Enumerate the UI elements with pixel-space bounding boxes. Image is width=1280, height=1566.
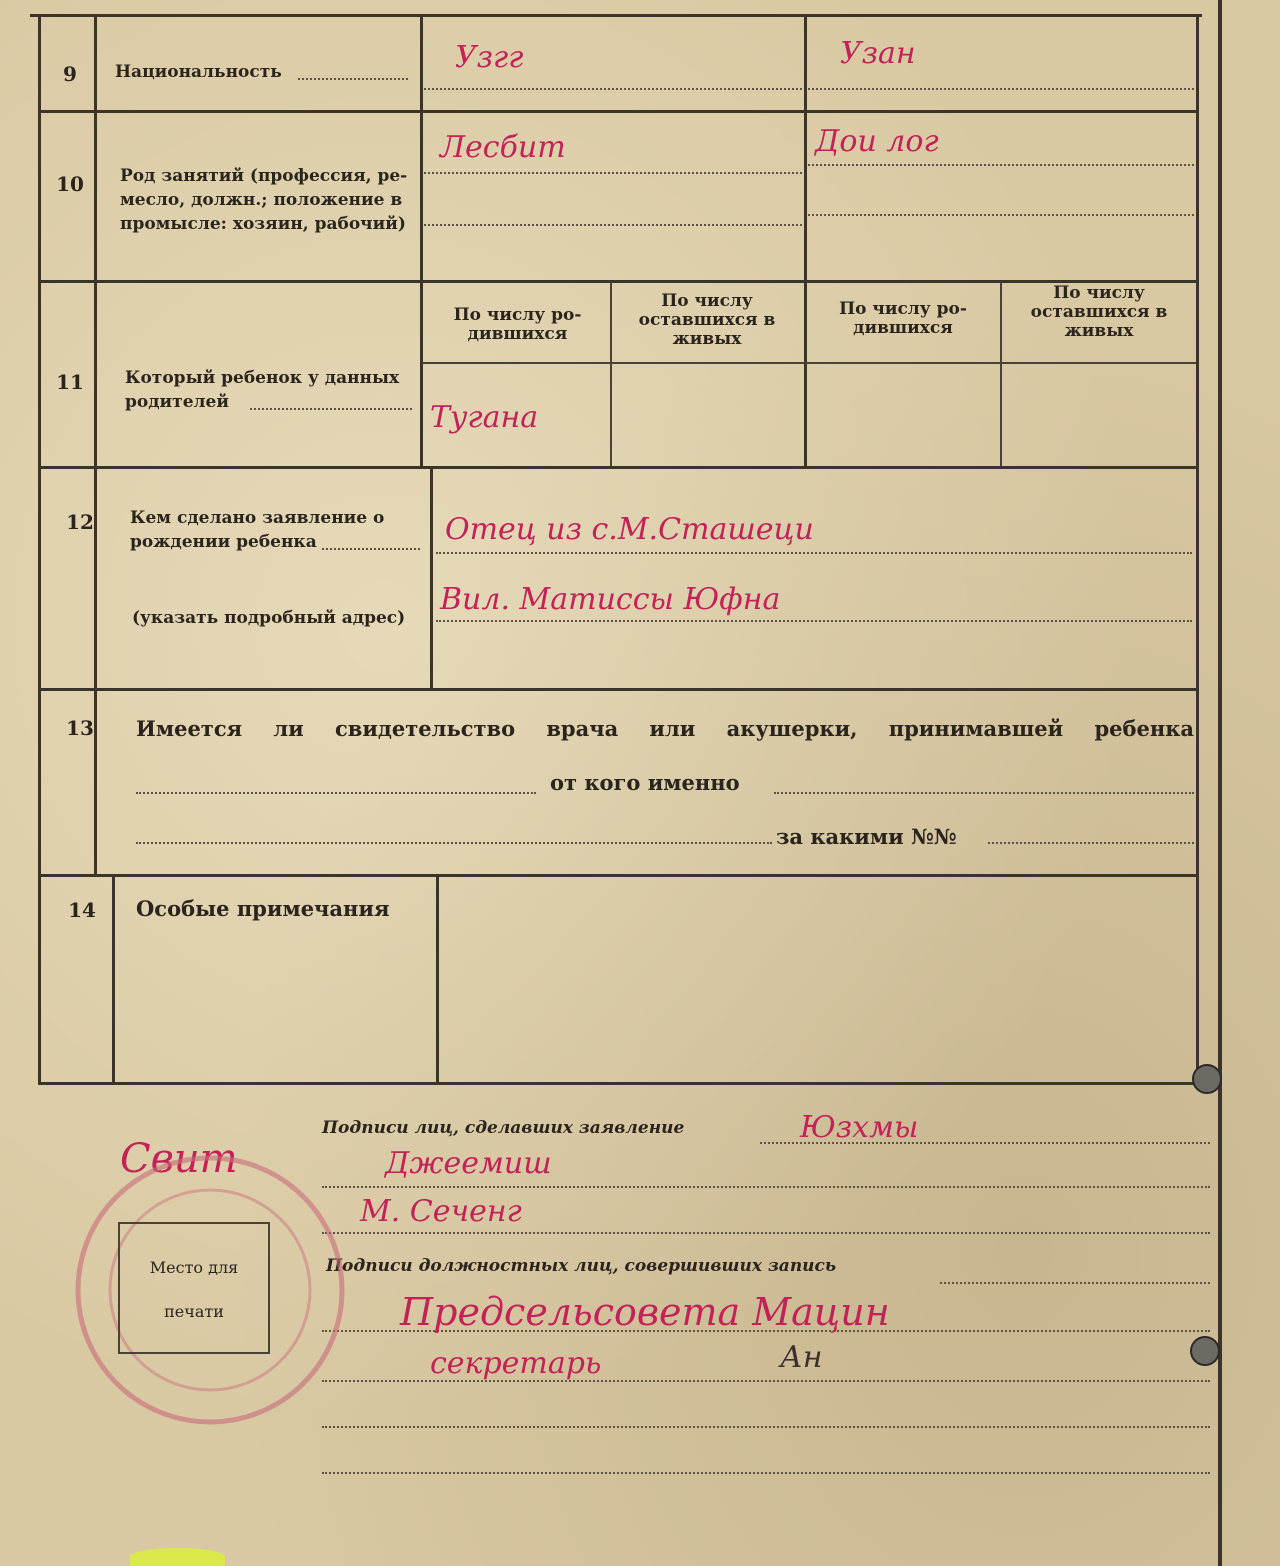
row-number-10: 10: [56, 172, 84, 196]
margin-signature: Свит: [120, 1136, 238, 1182]
header-line-11: [422, 362, 1196, 364]
fill-line-13b: [774, 792, 1194, 794]
label-from-whom: от кого именно: [550, 770, 740, 795]
dots-declarant: [322, 548, 420, 550]
header-alive-2-line2: оставшихся в: [1030, 302, 1168, 322]
label-special-notes: Особые примечания: [136, 896, 390, 921]
row-sep-13-14: [38, 874, 1198, 877]
occupation-mother: Дои лог: [815, 124, 939, 159]
applicant-date: Юзхмы: [800, 1110, 919, 1145]
declarant-line1: Отец из с.М.Сташеци: [445, 512, 814, 547]
header-alive-1-line3: живых: [672, 329, 742, 349]
dots-nationality: [298, 78, 408, 80]
header-born-2: [806, 300, 1000, 338]
fill-line-10b: [424, 224, 802, 226]
fill-line-9a: [424, 88, 802, 90]
label-official-signatures: Подписи должностных лиц, совершивших запись: [326, 1256, 837, 1276]
nationality-mother: Узан: [840, 36, 916, 71]
row-sep-11-12: [38, 466, 1198, 469]
fill-line-10c: [808, 164, 1194, 166]
sign-line-8: [322, 1472, 1210, 1474]
header-alive-1-line1: По числу: [661, 291, 753, 311]
fill-line-9b: [808, 88, 1194, 90]
parent-divider-9-11: [804, 14, 807, 466]
seal-place-label-line1: Место для: [149, 1258, 239, 1277]
fill-line-12a: [436, 552, 1192, 554]
label-divider-14: [436, 876, 439, 1082]
official-signature-line2: секретарь: [430, 1346, 602, 1381]
fill-line-12b: [436, 620, 1192, 622]
label-occupation-line2: месло, должн.; положение в: [120, 190, 403, 210]
seal-place-box: [118, 1222, 270, 1354]
dots-child-order: [250, 408, 412, 410]
row-sep-12-13: [38, 688, 1198, 691]
header-born-1-line1: По числу ро-: [453, 305, 582, 325]
label-divider-12: [430, 468, 433, 688]
fill-line-13a: [136, 792, 536, 794]
sign-line-3: [322, 1232, 1210, 1234]
number-column-divider-lower: [112, 876, 115, 1084]
binding-hole-bottom: [1190, 1336, 1220, 1366]
header-alive-1-line2: оставшихся в: [638, 310, 776, 330]
header-alive-2-line1: По числу: [1053, 283, 1145, 303]
header-born-1-line2: дившихся: [467, 324, 568, 344]
row-number-12: 12: [66, 510, 94, 534]
header-born-2-line2: дившихся: [853, 318, 953, 338]
frame-top: [30, 14, 1202, 17]
applicant-signature-2: М. Сеченг: [360, 1194, 522, 1229]
label-occupation-line1: Род занятий (профессия, ре-: [120, 166, 408, 186]
header-alive-2-line3: живых: [1064, 321, 1134, 341]
label-applicant-signatures: Подписи лиц, сделавших заявление: [322, 1118, 685, 1138]
header-born-1: [425, 306, 610, 344]
header-alive-1: [612, 292, 802, 349]
label-nationality: Национальность: [115, 62, 282, 82]
sign-line-7: [322, 1426, 1210, 1428]
sign-line-2: [322, 1186, 1210, 1188]
fill-line-10d: [808, 214, 1194, 216]
number-column-divider: [94, 14, 97, 874]
binding-hole-top: [1192, 1064, 1222, 1094]
fill-line-10a: [424, 172, 802, 174]
medical-certificate-question: Имеется ли свидетельство врача или акушерки, принимавшей ребенка: [136, 716, 1194, 741]
label-divider-9-11: [420, 14, 423, 466]
occupation-father: Лесбит: [440, 130, 566, 165]
applicant-signature-1: Джеемиш: [385, 1146, 552, 1181]
fill-line-13c: [136, 842, 772, 844]
seal-place-label-line2: печати: [164, 1302, 224, 1321]
label-declarant-line2: рождении ребенка: [130, 532, 317, 552]
row-sep-14-signatures: [38, 1082, 1198, 1085]
sign-line-4: [940, 1282, 1210, 1284]
header-alive-2: [1002, 284, 1196, 341]
fill-line-13d: [988, 842, 1194, 844]
row-number-14: 14: [68, 898, 96, 922]
nationality-father: Узгг: [455, 40, 524, 75]
label-child-order-line1: Который ребенок у данных: [125, 368, 400, 388]
official-signature-line1: Предсельсовета Мацин: [400, 1290, 890, 1334]
frame-right: [1196, 14, 1199, 1084]
label-address: (указать подробный адрес): [132, 608, 406, 628]
label-occupation-line3: промысле: хозяин, рабочий): [120, 214, 406, 234]
page-edge: [1218, 0, 1222, 1566]
row-number-13: 13: [66, 716, 94, 740]
declarant-line2: Вил. Матиссы Юфна: [440, 582, 781, 617]
label-by-numbers: за какими №№: [776, 824, 957, 849]
child-order-value: Тугана: [430, 400, 539, 435]
row-sep-9-10: [38, 110, 1198, 113]
official-signature-mark: Ан: [780, 1340, 823, 1375]
sticky-marker: [130, 1548, 225, 1566]
row-number-9: 9: [63, 62, 77, 86]
label-child-order-line2: родителей: [125, 392, 229, 412]
label-declarant-line1: Кем сделано заявление о: [130, 508, 385, 528]
header-born-2-line1: По числу ро-: [839, 299, 967, 319]
frame-left: [38, 14, 41, 1084]
row-number-11: 11: [56, 370, 84, 394]
row-sep-10-11: [38, 280, 1198, 283]
